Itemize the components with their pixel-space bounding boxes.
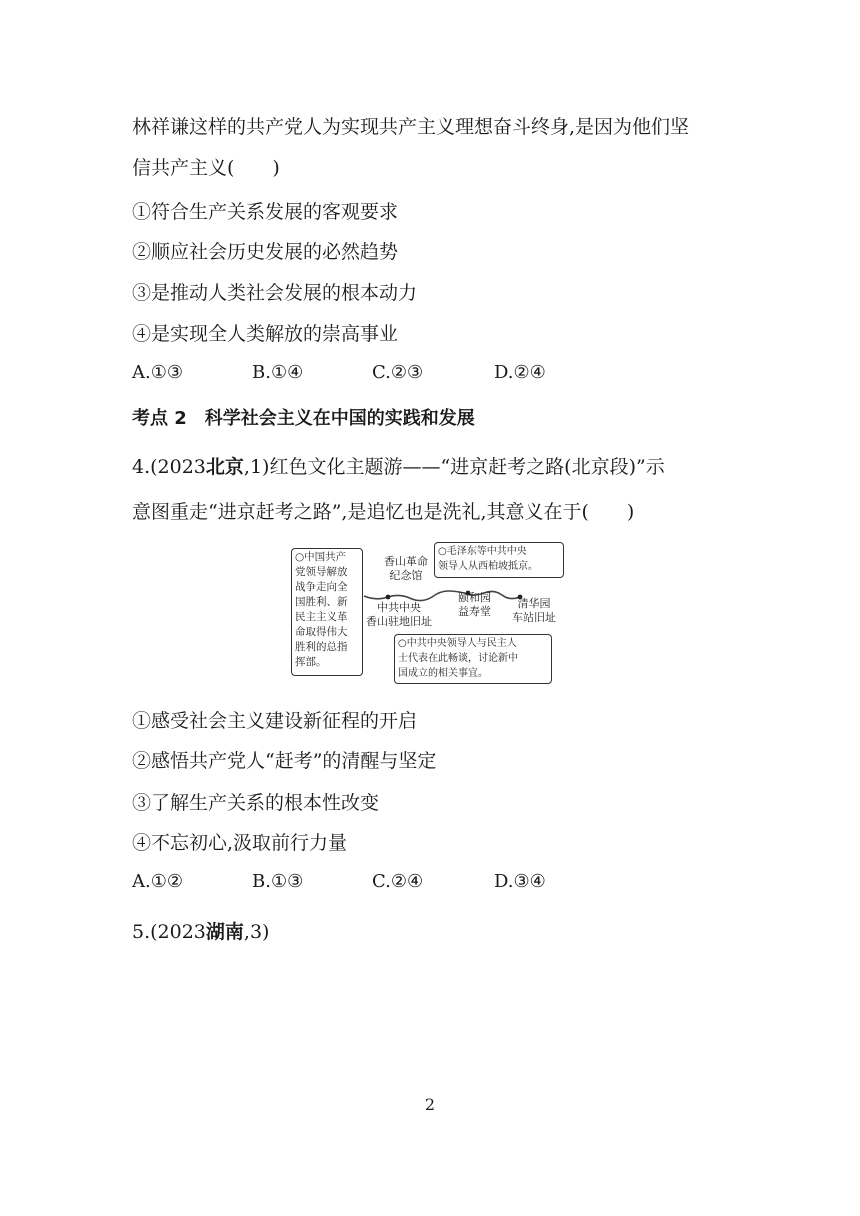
callout-meeting: ○中共中央领导人与民主人 士代表在此畅谈，讨论新中 国成立的相关事宜。 [394, 634, 552, 684]
q4-option-b: B.①③ [252, 871, 304, 892]
label-yiheyuan: 颐和园 益寿堂 [458, 591, 491, 618]
q3-stem-line2: 信共产主义( ) [132, 157, 280, 179]
q4-options [132, 871, 546, 892]
q3-item-3: ③是推动人类社会发展的根本动力 [132, 282, 418, 304]
route-point-xiangshan [386, 595, 391, 600]
q5-number: 5.(2023 [132, 921, 206, 943]
label-qinghua-station: 清华园 车站旧址 [512, 597, 556, 624]
q4-stem-rest: ,1)红色文化主题游——“进京赶考之路(北京段)”示 [243, 456, 665, 478]
q4-item-2: ②感悟共产党人“赶考”的清醒与坚定 [132, 750, 437, 772]
q4-option-c: C.②④ [372, 871, 424, 892]
q3-item-4: ④是实现全人类解放的崇高事业 [132, 323, 399, 345]
q4-option-a: A.①② [132, 871, 183, 892]
q3-item-1: ①符合生产关系发展的客观要求 [132, 201, 399, 223]
q4-number: 4.(2023 [132, 456, 206, 478]
q5-region: 湖南 [205, 921, 244, 943]
q3-stem-line1: 林祥谦这样的共产党人为实现共产主义理想奋斗终身,是因为他们坚 [132, 116, 690, 138]
page-number: 2 [424, 1095, 436, 1114]
q3-item-2: ②顺应社会历史发展的必然趋势 [132, 241, 399, 263]
q4-region: 北京 [205, 456, 244, 478]
q4-stem-line1 [132, 452, 665, 479]
label-xiangshan-residence: 中共中央 香山驻地旧址 [366, 601, 432, 628]
q3-option-b: B.①④ [252, 362, 304, 383]
callout-arrival: ○毛泽东等中共中央 领导人从西柏坡抵京。 [434, 542, 564, 578]
q5-rest: ,3) [243, 921, 270, 943]
q4-option-d: D.③④ [494, 871, 546, 892]
q4-item-4: ④不忘初心,汲取前行力量 [132, 832, 348, 854]
route-illustration [288, 541, 554, 687]
q4-stem-line2: 意图重走“进京赶考之路”,是追忆也是洗礼,其意义在于( ) [132, 501, 635, 523]
callout-command-center: ○中国共产 党领导解放 战争走向全 国胜利、新 民主主义革 命取得伟大 胜利的总指 挥部。 [291, 548, 363, 676]
label-xiangshan-museum: 香山革命 纪念馆 [384, 555, 428, 582]
q4-item-3: ③了解生产关系的根本性改变 [132, 792, 380, 814]
q3-option-d: D.②④ [494, 362, 546, 383]
q3-options [132, 362, 546, 383]
q5-stem [132, 917, 269, 944]
q4-item-1: ①感受社会主义建设新征程的开启 [132, 710, 418, 732]
q3-option-c: C.②③ [372, 362, 424, 383]
q3-option-a: A.①③ [132, 362, 183, 383]
section-heading: 考点 2 科学社会主义在中国的实践和发展 [132, 408, 475, 429]
